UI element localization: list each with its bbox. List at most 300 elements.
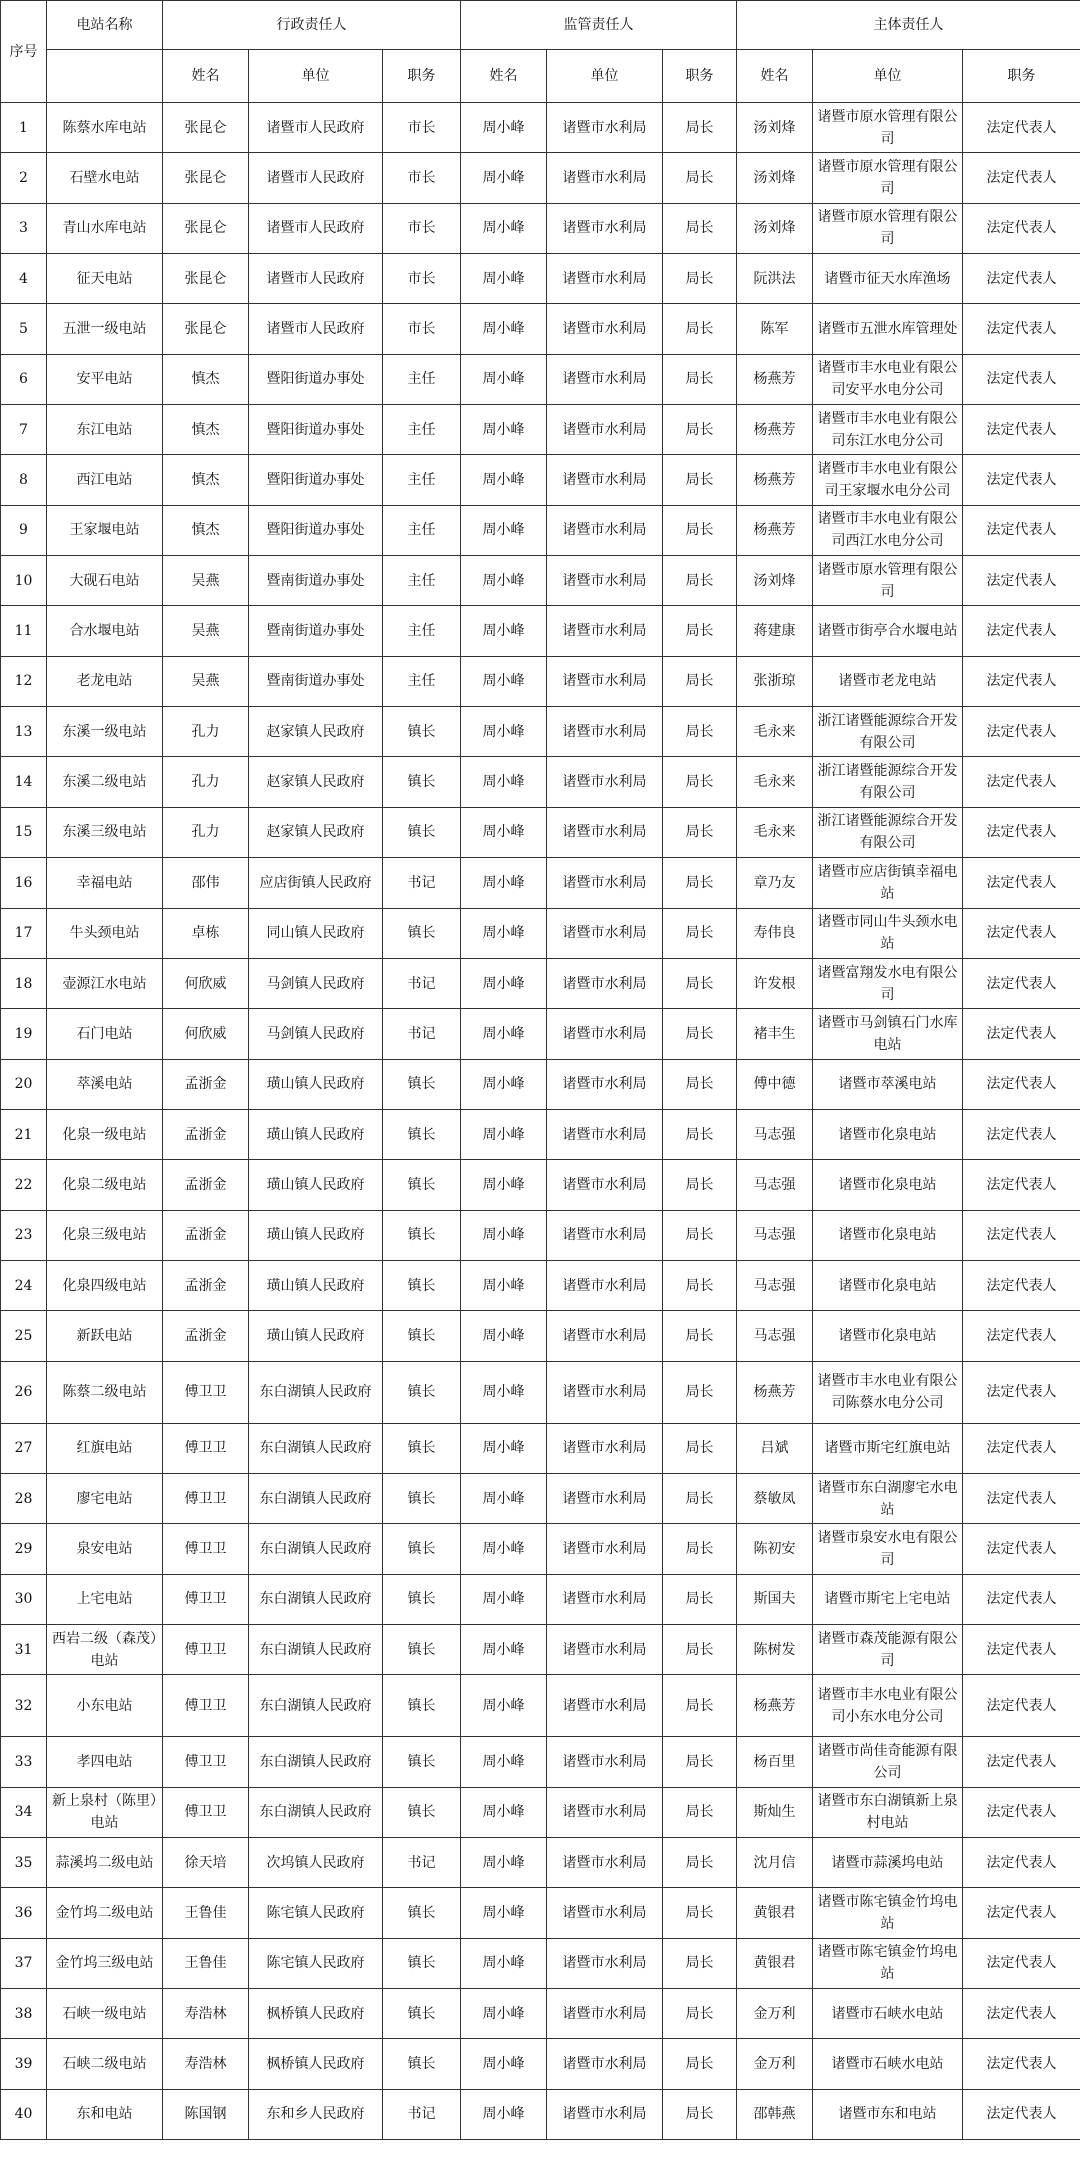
admin-name-cell: 寿浩林 — [163, 2039, 249, 2089]
admin-post-cell: 镇长 — [383, 1361, 461, 1423]
main-name-cell: 汤刘烽 — [737, 203, 813, 253]
table-row — [1, 455, 1080, 505]
supervise-post-cell: 局长 — [663, 103, 737, 153]
seq-cell: 19 — [1, 1009, 47, 1059]
supervise-post-cell: 局长 — [663, 556, 737, 606]
supervise-name-cell: 周小峰 — [461, 707, 547, 757]
main-name-cell: 杨燕芳 — [737, 455, 813, 505]
supervise-name-cell: 周小峰 — [461, 455, 547, 505]
table-row — [1, 908, 1080, 958]
main-post-cell: 法定代表人 — [963, 455, 1080, 505]
admin-post-cell: 书记 — [383, 958, 461, 1008]
table-row — [1, 2089, 1080, 2139]
seq-cell: 20 — [1, 1059, 47, 1109]
admin-unit-cell: 璜山镇人民政府 — [249, 1109, 383, 1159]
seq-cell: 3 — [1, 203, 47, 253]
supervise-name-cell: 周小峰 — [461, 556, 547, 606]
header-station: 电站名称 — [47, 1, 163, 50]
main-name-cell: 马志强 — [737, 1109, 813, 1159]
admin-post-cell: 镇长 — [383, 1160, 461, 1210]
supervise-unit-cell: 诸暨市水利局 — [547, 1009, 663, 1059]
admin-post-cell: 主任 — [383, 354, 461, 404]
seq-cell: 18 — [1, 958, 47, 1008]
admin-unit-cell: 诸暨市人民政府 — [249, 103, 383, 153]
station-name-cell: 东溪二级电站 — [47, 757, 163, 807]
admin-unit-cell: 赵家镇人民政府 — [249, 757, 383, 807]
main-name-cell: 杨燕芳 — [737, 354, 813, 404]
main-unit-cell: 诸暨市征天水库渔场 — [813, 254, 963, 304]
admin-unit-cell: 应店街镇人民政府 — [249, 858, 383, 908]
main-post-cell: 法定代表人 — [963, 807, 1080, 857]
seq-cell: 15 — [1, 807, 47, 857]
admin-unit-cell: 东白湖镇人民政府 — [249, 1675, 383, 1737]
supervise-name-cell: 周小峰 — [461, 1624, 547, 1674]
supervise-name-cell: 周小峰 — [461, 505, 547, 555]
supervise-unit-cell: 诸暨市水利局 — [547, 455, 663, 505]
main-unit-cell: 诸暨市森茂能源有限公司 — [813, 1624, 963, 1674]
supervise-name-cell: 周小峰 — [461, 908, 547, 958]
supervise-unit-cell: 诸暨市水利局 — [547, 1838, 663, 1888]
seq-cell: 13 — [1, 707, 47, 757]
main-unit-cell: 诸暨市东白湖廖宅水电站 — [813, 1473, 963, 1523]
main-name-cell: 陈军 — [737, 304, 813, 354]
main-post-cell: 法定代表人 — [963, 1160, 1080, 1210]
main-name-cell: 杨百里 — [737, 1737, 813, 1787]
admin-unit-cell: 暨阳街道办事处 — [249, 505, 383, 555]
station-name-cell: 五泄一级电站 — [47, 304, 163, 354]
admin-unit-cell: 同山镇人民政府 — [249, 908, 383, 958]
main-unit-cell: 浙江诸暨能源综合开发有限公司 — [813, 807, 963, 857]
admin-post-cell: 镇长 — [383, 1311, 461, 1361]
admin-post-cell: 镇长 — [383, 757, 461, 807]
supervise-name-cell: 周小峰 — [461, 1675, 547, 1737]
supervise-post-cell: 局长 — [663, 153, 737, 203]
supervise-unit-cell: 诸暨市水利局 — [547, 304, 663, 354]
supervise-post-cell: 局长 — [663, 354, 737, 404]
admin-name-cell: 卓栋 — [163, 908, 249, 958]
supervise-post-cell: 局长 — [663, 1524, 737, 1574]
header-row-sub — [1, 50, 1080, 103]
table-body — [1, 103, 1080, 2140]
supervise-post-cell: 局长 — [663, 656, 737, 706]
main-name-cell: 张浙琼 — [737, 656, 813, 706]
supervise-unit-cell: 诸暨市水利局 — [547, 807, 663, 857]
main-post-cell: 法定代表人 — [963, 656, 1080, 706]
seq-cell: 35 — [1, 1838, 47, 1888]
supervise-name-cell: 周小峰 — [461, 2039, 547, 2089]
admin-unit-cell: 枫桥镇人民政府 — [249, 1989, 383, 2039]
main-unit-cell: 诸暨市丰水电业有限公司安平水电分公司 — [813, 354, 963, 404]
seq-cell: 37 — [1, 1938, 47, 1988]
admin-name-cell: 孔力 — [163, 707, 249, 757]
admin-name-cell: 张昆仑 — [163, 103, 249, 153]
supervise-name-cell: 周小峰 — [461, 1160, 547, 1210]
supervise-unit-cell: 诸暨市水利局 — [547, 1787, 663, 1837]
admin-name-cell: 寿浩林 — [163, 1989, 249, 2039]
supervise-unit-cell: 诸暨市水利局 — [547, 1260, 663, 1310]
main-post-cell: 法定代表人 — [963, 1675, 1080, 1737]
supervise-post-cell: 局长 — [663, 1009, 737, 1059]
main-unit-cell: 诸暨市化泉电站 — [813, 1109, 963, 1159]
seq-cell: 29 — [1, 1524, 47, 1574]
station-name-cell: 西岩二级（森茂）电站 — [47, 1624, 163, 1674]
main-post-cell: 法定代表人 — [963, 1989, 1080, 2039]
admin-post-cell: 镇长 — [383, 1737, 461, 1787]
seq-cell: 33 — [1, 1737, 47, 1787]
supervise-post-cell: 局长 — [663, 405, 737, 455]
table-row — [1, 1624, 1080, 1674]
main-unit-cell: 诸暨市蒜溪坞电站 — [813, 1838, 963, 1888]
seq-cell: 32 — [1, 1675, 47, 1737]
station-name-cell: 陈蔡水库电站 — [47, 103, 163, 153]
table-row — [1, 1009, 1080, 1059]
admin-post-cell: 镇长 — [383, 807, 461, 857]
admin-post-cell: 镇长 — [383, 2039, 461, 2089]
table-row — [1, 606, 1080, 656]
supervise-unit-cell: 诸暨市水利局 — [547, 1888, 663, 1938]
admin-unit-cell: 诸暨市人民政府 — [249, 254, 383, 304]
admin-unit-cell: 陈宅镇人民政府 — [249, 1888, 383, 1938]
table-row — [1, 1675, 1080, 1737]
station-name-cell: 石峡二级电站 — [47, 2039, 163, 2089]
supervise-unit-cell: 诸暨市水利局 — [547, 405, 663, 455]
main-name-cell: 汤刘烽 — [737, 103, 813, 153]
supervise-name-cell: 周小峰 — [461, 1888, 547, 1938]
main-name-cell: 蔡敏凤 — [737, 1473, 813, 1523]
main-name-cell: 马志强 — [737, 1311, 813, 1361]
admin-post-cell: 镇长 — [383, 707, 461, 757]
supervise-unit-cell: 诸暨市水利局 — [547, 1938, 663, 1988]
station-name-cell: 安平电站 — [47, 354, 163, 404]
table-row — [1, 1210, 1080, 1260]
main-post-cell: 法定代表人 — [963, 153, 1080, 203]
table-row — [1, 1473, 1080, 1523]
seq-cell: 7 — [1, 405, 47, 455]
supervise-post-cell: 局长 — [663, 1260, 737, 1310]
admin-unit-cell: 陈宅镇人民政府 — [249, 1938, 383, 1988]
supervise-name-cell: 周小峰 — [461, 1473, 547, 1523]
supervise-post-cell: 局长 — [663, 958, 737, 1008]
admin-name-cell: 傅卫卫 — [163, 1675, 249, 1737]
main-name-cell: 斯灿生 — [737, 1787, 813, 1837]
main-name-cell: 章乃友 — [737, 858, 813, 908]
admin-name-cell: 吴燕 — [163, 556, 249, 606]
admin-unit-cell: 璜山镇人民政府 — [249, 1160, 383, 1210]
supervise-name-cell: 周小峰 — [461, 1009, 547, 1059]
station-name-cell: 东和电站 — [47, 2089, 163, 2139]
supervise-name-cell: 周小峰 — [461, 807, 547, 857]
admin-post-cell: 镇长 — [383, 1938, 461, 1988]
main-unit-cell: 诸暨市化泉电站 — [813, 1260, 963, 1310]
main-unit-cell: 诸暨市五泄水库管理处 — [813, 304, 963, 354]
admin-name-cell: 孟浙金 — [163, 1160, 249, 1210]
main-post-cell: 法定代表人 — [963, 1838, 1080, 1888]
supervise-post-cell: 局长 — [663, 1888, 737, 1938]
admin-post-cell: 书记 — [383, 1009, 461, 1059]
supervise-unit-cell: 诸暨市水利局 — [547, 656, 663, 706]
supervise-post-cell: 局长 — [663, 1473, 737, 1523]
admin-unit-cell: 赵家镇人民政府 — [249, 707, 383, 757]
table-row — [1, 757, 1080, 807]
station-name-cell: 幸福电站 — [47, 858, 163, 908]
admin-name-cell: 傅卫卫 — [163, 1624, 249, 1674]
admin-post-cell: 书记 — [383, 2089, 461, 2139]
station-name-cell: 金竹坞二级电站 — [47, 1888, 163, 1938]
main-unit-cell: 浙江诸暨能源综合开发有限公司 — [813, 757, 963, 807]
supervise-name-cell: 周小峰 — [461, 1361, 547, 1423]
table-row — [1, 707, 1080, 757]
seq-cell: 24 — [1, 1260, 47, 1310]
main-post-cell: 法定代表人 — [963, 2039, 1080, 2089]
seq-cell: 2 — [1, 153, 47, 203]
supervise-unit-cell: 诸暨市水利局 — [547, 1675, 663, 1737]
admin-unit-cell: 东和乡人民政府 — [249, 2089, 383, 2139]
seq-cell: 1 — [1, 103, 47, 153]
table-row — [1, 254, 1080, 304]
supervise-unit-cell: 诸暨市水利局 — [547, 858, 663, 908]
main-name-cell: 马志强 — [737, 1210, 813, 1260]
supervise-name-cell: 周小峰 — [461, 254, 547, 304]
supervise-unit-cell: 诸暨市水利局 — [547, 707, 663, 757]
header-admin-post: 职务 — [383, 50, 461, 103]
admin-post-cell: 书记 — [383, 858, 461, 908]
main-post-cell: 法定代表人 — [963, 2089, 1080, 2139]
main-unit-cell: 诸暨市原水管理有限公司 — [813, 153, 963, 203]
main-post-cell: 法定代表人 — [963, 1888, 1080, 1938]
admin-unit-cell: 暨阳街道办事处 — [249, 354, 383, 404]
admin-post-cell: 镇长 — [383, 1989, 461, 2039]
admin-post-cell: 市长 — [383, 203, 461, 253]
seq-cell: 36 — [1, 1888, 47, 1938]
main-name-cell: 斯国夫 — [737, 1574, 813, 1624]
main-post-cell: 法定代表人 — [963, 1574, 1080, 1624]
supervise-unit-cell: 诸暨市水利局 — [547, 757, 663, 807]
table-row — [1, 1574, 1080, 1624]
supervise-post-cell: 局长 — [663, 1737, 737, 1787]
main-unit-cell: 诸暨市原水管理有限公司 — [813, 203, 963, 253]
main-unit-cell: 诸暨市斯宅红旗电站 — [813, 1423, 963, 1473]
main-name-cell: 寿伟良 — [737, 908, 813, 958]
seq-cell: 4 — [1, 254, 47, 304]
header-row-top — [1, 1, 1080, 50]
supervise-name-cell: 周小峰 — [461, 656, 547, 706]
station-name-cell: 东溪一级电站 — [47, 707, 163, 757]
supervise-unit-cell: 诸暨市水利局 — [547, 1574, 663, 1624]
main-name-cell: 杨燕芳 — [737, 1361, 813, 1423]
admin-unit-cell: 璜山镇人民政府 — [249, 1059, 383, 1109]
main-name-cell: 杨燕芳 — [737, 405, 813, 455]
seq-cell: 25 — [1, 1311, 47, 1361]
main-unit-cell: 诸暨市应店街镇幸福电站 — [813, 858, 963, 908]
supervise-name-cell: 周小峰 — [461, 354, 547, 404]
station-name-cell: 红旗电站 — [47, 1423, 163, 1473]
main-post-cell: 法定代表人 — [963, 757, 1080, 807]
main-name-cell: 黄银君 — [737, 1888, 813, 1938]
admin-post-cell: 镇长 — [383, 1109, 461, 1159]
admin-name-cell: 孟浙金 — [163, 1059, 249, 1109]
table-row — [1, 1260, 1080, 1310]
admin-unit-cell: 东白湖镇人民政府 — [249, 1473, 383, 1523]
admin-name-cell: 邵伟 — [163, 858, 249, 908]
supervise-name-cell: 周小峰 — [461, 1524, 547, 1574]
supervise-post-cell: 局长 — [663, 1787, 737, 1837]
main-post-cell: 法定代表人 — [963, 1473, 1080, 1523]
main-unit-cell: 诸暨市斯宅上宅电站 — [813, 1574, 963, 1624]
main-unit-cell: 诸暨市萃溪电站 — [813, 1059, 963, 1109]
admin-unit-cell: 东白湖镇人民政府 — [249, 1787, 383, 1837]
seq-cell: 14 — [1, 757, 47, 807]
admin-post-cell: 镇长 — [383, 1524, 461, 1574]
main-unit-cell: 诸暨市原水管理有限公司 — [813, 103, 963, 153]
supervise-name-cell: 周小峰 — [461, 1737, 547, 1787]
main-unit-cell: 诸暨市同山牛头颈水电站 — [813, 908, 963, 958]
admin-name-cell: 傅卫卫 — [163, 1361, 249, 1423]
supervise-post-cell: 局长 — [663, 2089, 737, 2139]
admin-post-cell: 主任 — [383, 405, 461, 455]
admin-name-cell: 王鲁佳 — [163, 1938, 249, 1988]
seq-cell: 38 — [1, 1989, 47, 2039]
supervise-post-cell: 局长 — [663, 1059, 737, 1109]
supervise-unit-cell: 诸暨市水利局 — [547, 1311, 663, 1361]
supervise-unit-cell: 诸暨市水利局 — [547, 1160, 663, 1210]
station-name-cell: 化泉一级电站 — [47, 1109, 163, 1159]
main-post-cell: 法定代表人 — [963, 405, 1080, 455]
admin-name-cell: 张昆仑 — [163, 304, 249, 354]
admin-name-cell: 慎杰 — [163, 505, 249, 555]
table-row — [1, 656, 1080, 706]
admin-unit-cell: 暨南街道办事处 — [249, 556, 383, 606]
supervise-post-cell: 局长 — [663, 254, 737, 304]
admin-unit-cell: 东白湖镇人民政府 — [249, 1423, 383, 1473]
main-unit-cell: 诸暨市陈宅镇金竹坞电站 — [813, 1938, 963, 1988]
seq-cell: 21 — [1, 1109, 47, 1159]
seq-cell: 12 — [1, 656, 47, 706]
supervise-post-cell: 局长 — [663, 1109, 737, 1159]
table-row — [1, 354, 1080, 404]
admin-post-cell: 镇长 — [383, 1888, 461, 1938]
admin-post-cell: 市长 — [383, 254, 461, 304]
admin-unit-cell: 枫桥镇人民政府 — [249, 2039, 383, 2089]
supervise-post-cell: 局长 — [663, 1574, 737, 1624]
main-name-cell: 马志强 — [737, 1160, 813, 1210]
supervise-post-cell: 局长 — [663, 203, 737, 253]
station-name-cell: 壶源江水电站 — [47, 958, 163, 1008]
supervise-post-cell: 局长 — [663, 455, 737, 505]
header-main-group: 主体责任人 — [737, 1, 1080, 50]
seq-cell: 17 — [1, 908, 47, 958]
admin-post-cell: 镇长 — [383, 1675, 461, 1737]
main-name-cell: 陈初安 — [737, 1524, 813, 1574]
seq-cell: 22 — [1, 1160, 47, 1210]
supervise-post-cell: 局长 — [663, 1675, 737, 1737]
supervise-unit-cell: 诸暨市水利局 — [547, 1737, 663, 1787]
main-unit-cell: 诸暨市丰水电业有限公司陈蔡水电分公司 — [813, 1361, 963, 1423]
station-name-cell: 化泉四级电站 — [47, 1260, 163, 1310]
supervise-unit-cell: 诸暨市水利局 — [547, 354, 663, 404]
station-name-cell: 老龙电站 — [47, 656, 163, 706]
supervise-unit-cell: 诸暨市水利局 — [547, 1361, 663, 1423]
admin-name-cell: 张昆仑 — [163, 153, 249, 203]
supervise-name-cell: 周小峰 — [461, 1311, 547, 1361]
supervise-unit-cell: 诸暨市水利局 — [547, 1989, 663, 2039]
station-name-cell: 合水堰电站 — [47, 606, 163, 656]
supervise-post-cell: 局长 — [663, 1160, 737, 1210]
admin-name-cell: 吴燕 — [163, 656, 249, 706]
main-name-cell: 杨燕芳 — [737, 505, 813, 555]
supervise-name-cell: 周小峰 — [461, 1838, 547, 1888]
station-name-cell: 化泉二级电站 — [47, 1160, 163, 1210]
table-row — [1, 304, 1080, 354]
seq-cell: 27 — [1, 1423, 47, 1473]
admin-name-cell: 何欣威 — [163, 958, 249, 1008]
supervise-unit-cell: 诸暨市水利局 — [547, 1473, 663, 1523]
admin-unit-cell: 璜山镇人民政府 — [249, 1311, 383, 1361]
main-unit-cell: 诸暨市街亭合水堰电站 — [813, 606, 963, 656]
header-supervise-name: 姓名 — [461, 50, 547, 103]
admin-name-cell: 王鲁佳 — [163, 1888, 249, 1938]
main-unit-cell: 诸暨市陈宅镇金竹坞电站 — [813, 1888, 963, 1938]
supervise-unit-cell: 诸暨市水利局 — [547, 1624, 663, 1674]
station-name-cell: 萃溪电站 — [47, 1059, 163, 1109]
supervise-post-cell: 局长 — [663, 1210, 737, 1260]
admin-name-cell: 孟浙金 — [163, 1109, 249, 1159]
supervise-name-cell: 周小峰 — [461, 203, 547, 253]
admin-unit-cell: 东白湖镇人民政府 — [249, 1574, 383, 1624]
admin-name-cell: 徐天培 — [163, 1838, 249, 1888]
main-name-cell: 金万利 — [737, 2039, 813, 2089]
supervise-unit-cell: 诸暨市水利局 — [547, 505, 663, 555]
supervise-name-cell: 周小峰 — [461, 958, 547, 1008]
main-unit-cell: 诸暨市丰水电业有限公司东江水电分公司 — [813, 405, 963, 455]
admin-unit-cell: 东白湖镇人民政府 — [249, 1737, 383, 1787]
admin-name-cell: 傅卫卫 — [163, 1787, 249, 1837]
supervise-unit-cell: 诸暨市水利局 — [547, 2039, 663, 2089]
main-post-cell: 法定代表人 — [963, 1311, 1080, 1361]
supervise-post-cell: 局长 — [663, 505, 737, 555]
table-row — [1, 1160, 1080, 1210]
main-post-cell: 法定代表人 — [963, 354, 1080, 404]
admin-unit-cell: 马剑镇人民政府 — [249, 958, 383, 1008]
supervise-name-cell: 周小峰 — [461, 1989, 547, 2039]
supervise-name-cell: 周小峰 — [461, 1423, 547, 1473]
station-name-cell: 东溪三级电站 — [47, 807, 163, 857]
supervise-post-cell: 局长 — [663, 858, 737, 908]
main-unit-cell: 诸暨市化泉电站 — [813, 1210, 963, 1260]
admin-post-cell: 镇长 — [383, 1059, 461, 1109]
admin-name-cell: 慎杰 — [163, 354, 249, 404]
supervise-unit-cell: 诸暨市水利局 — [547, 254, 663, 304]
table-row — [1, 807, 1080, 857]
main-name-cell: 吕斌 — [737, 1423, 813, 1473]
admin-name-cell: 孔力 — [163, 757, 249, 807]
station-name-cell: 青山水库电站 — [47, 203, 163, 253]
admin-name-cell: 慎杰 — [163, 405, 249, 455]
table-row — [1, 858, 1080, 908]
main-name-cell: 马志强 — [737, 1260, 813, 1310]
supervise-unit-cell: 诸暨市水利局 — [547, 556, 663, 606]
main-name-cell: 毛永来 — [737, 757, 813, 807]
header-supervise-unit: 单位 — [547, 50, 663, 103]
admin-name-cell: 孔力 — [163, 807, 249, 857]
main-name-cell: 褚丰生 — [737, 1009, 813, 1059]
main-name-cell: 蒋建康 — [737, 606, 813, 656]
table-row — [1, 1059, 1080, 1109]
main-name-cell: 许发根 — [737, 958, 813, 1008]
main-unit-cell: 诸暨市泉安水电有限公司 — [813, 1524, 963, 1574]
supervise-post-cell: 局长 — [663, 807, 737, 857]
main-unit-cell: 诸暨市化泉电站 — [813, 1160, 963, 1210]
main-post-cell: 法定代表人 — [963, 1009, 1080, 1059]
